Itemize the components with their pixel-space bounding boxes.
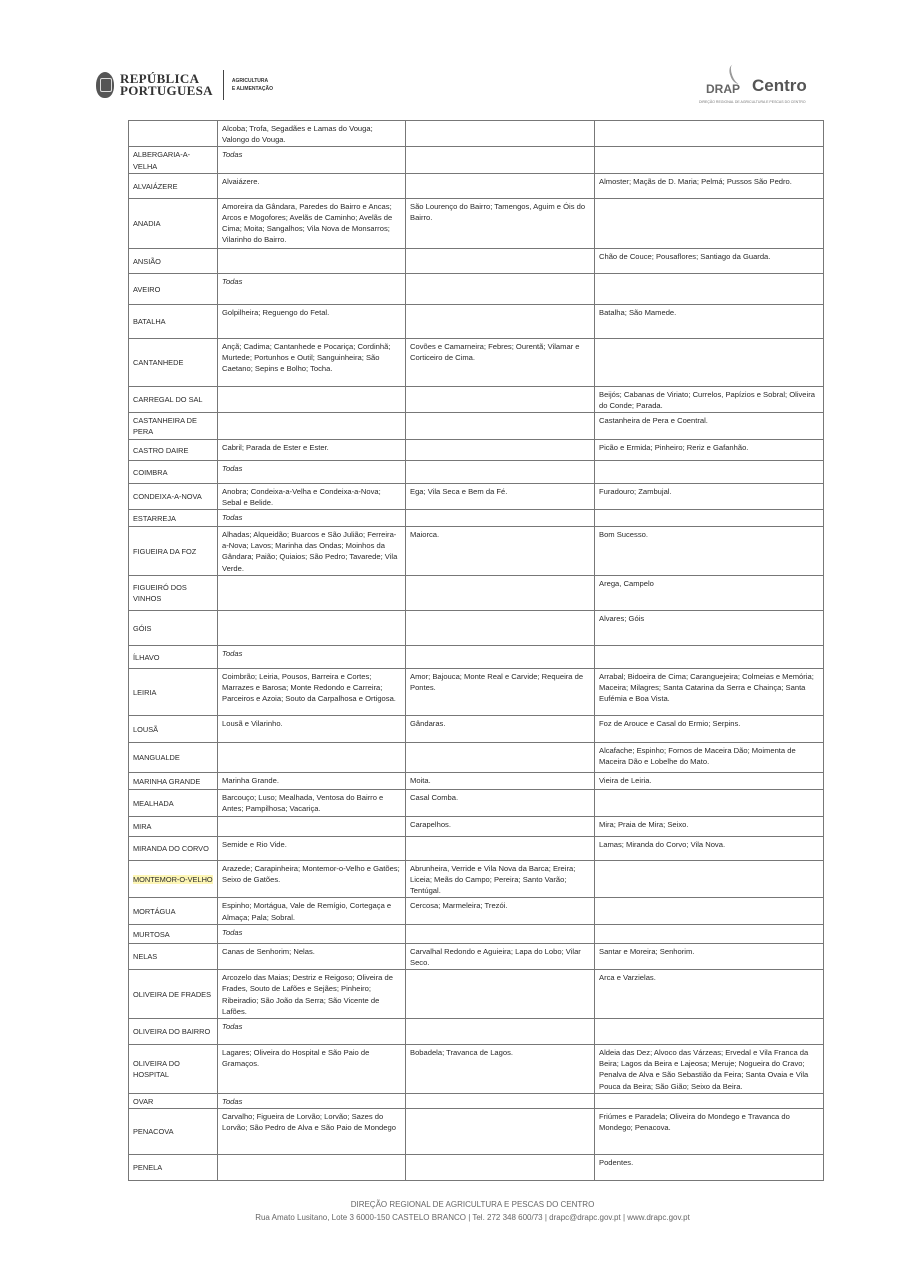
parish-group-2-cell (406, 483, 595, 509)
parish-group-3-cell (595, 943, 824, 969)
parish-group-3-cell (595, 1093, 824, 1108)
parish-group-2-cell (406, 836, 595, 860)
municipality-cell (129, 575, 218, 610)
table-row (129, 338, 824, 386)
municipality-cell-text: MORTÁGUA (133, 907, 176, 917)
parish-group-1-cell (218, 173, 406, 198)
parish-group-1-cell (218, 1155, 406, 1181)
municipality-cell-text: MEALHADA (133, 798, 174, 808)
parish-group-3-cell-text: Aldeia das Dez; Alvoco das Várzeas; Ervedal e Vila Franca da Beira; Lagos da Beira e Lajeosa; Meruje; Nogueira do Cravo; Penalva de Alva e São Sebastião da Feira; Santa Ovaia e Vila Pouca da Beira; São Gião; Seixo da Beira. (599, 1048, 809, 1091)
parish-group-2-cell (406, 386, 595, 412)
parish-group-2-cell (406, 173, 595, 198)
municipality-cell (129, 439, 218, 460)
table-row (129, 898, 824, 924)
parish-group-2-cell (406, 121, 595, 147)
parish-group-2-cell (406, 413, 595, 439)
parish-group-1-cell-text: Todas (222, 276, 243, 286)
parish-group-3-cell (595, 970, 824, 1019)
municipality-cell-text: ANADIA (133, 219, 161, 229)
table-row (129, 248, 824, 273)
parish-group-1-cell (218, 248, 406, 273)
parish-group-2-cell-text: Amor; Bajouca; Monte Real e Carvide; Requeira de Pontes. (410, 671, 584, 693)
drap-centro-logo (694, 62, 826, 112)
parish-group-1-cell-text: Todas (222, 927, 243, 937)
municipality-cell-text: OLIVEIRA DO BAIRRO (133, 1027, 211, 1037)
republica-text (120, 73, 213, 97)
parish-group-2-cell (406, 943, 595, 969)
municipality-cell (129, 668, 218, 715)
municipality-cell-text: CARREGAL DO SAL (133, 395, 203, 405)
parish-group-3-cell (595, 439, 824, 460)
parish-group-1-cell-text: Golpilheira; Reguengo do Fetal. (222, 307, 330, 317)
municipality-cell-text: PENACOVA (133, 1127, 174, 1137)
parish-group-3-cell (595, 898, 824, 924)
municipality-cell-text: OLIVEIRA DE FRADES (133, 990, 212, 1000)
parish-group-1-cell (218, 789, 406, 816)
parish-group-1-cell (218, 816, 406, 836)
municipality-cell (129, 816, 218, 836)
parish-group-3-cell (595, 715, 824, 742)
parish-group-3-cell (595, 860, 824, 898)
municipality-cell-text: CONDEIXA-A-NOVA (133, 492, 202, 502)
municipality-cell-text: LOUSÃ (133, 724, 159, 734)
parish-group-2-cell-text: Abrunheira, Verride e Vila Nova da Barca; Ereira; Liceia; Meãs do Campo; Pereira; Santo Varão; Tentúgal. (410, 863, 576, 896)
municipality-cell (129, 645, 218, 668)
parish-group-2-cell (406, 273, 595, 304)
drap-subtitle: DIREÇÃO REGIONAL DE AGRICULTURA E PESCAS DO CENTRO (699, 100, 806, 104)
municipality-cell (129, 943, 218, 969)
parish-group-1-cell-text: Canas de Senhorim; Nelas. (222, 946, 315, 956)
municipality-cell (129, 338, 218, 386)
municipality-cell (129, 742, 218, 772)
parish-group-1-cell (218, 121, 406, 147)
table-row (129, 715, 824, 742)
municipality-cell (129, 304, 218, 338)
municipality-cell-text: FIGUEIRA DA FOZ (133, 546, 197, 556)
parish-group-2-cell (406, 1093, 595, 1108)
table-row (129, 772, 824, 789)
table-row (129, 1155, 824, 1181)
municipality-cell (129, 789, 218, 816)
parish-group-2-cell (406, 439, 595, 460)
parish-group-2-cell (406, 816, 595, 836)
parish-group-2-cell (406, 510, 595, 527)
parish-group-3-cell (595, 1155, 824, 1181)
parish-group-1-cell (218, 772, 406, 789)
municipality-cell-text: OLIVEIRA DO HOSPITAL (133, 1059, 180, 1080)
page-footer (0, 1198, 905, 1224)
parish-group-1-cell-text: Todas (222, 1022, 243, 1032)
parish-group-3-cell-text: Lamas; Miranda do Corvo; Vila Nova. (599, 839, 726, 849)
parish-group-1-cell-text: Todas (222, 513, 243, 523)
logo-divider (223, 70, 224, 100)
parish-group-3-cell (595, 248, 824, 273)
parish-group-3-cell (595, 816, 824, 836)
municipality-cell-text: BATALHA (133, 317, 166, 327)
parish-group-2-cell (406, 460, 595, 483)
parish-group-3-cell (595, 483, 824, 509)
parish-group-1-cell (218, 715, 406, 742)
table-row (129, 198, 824, 248)
parish-group-1-cell (218, 147, 406, 173)
table-row (129, 527, 824, 576)
parish-group-1-cell-text: Alvaiázere. (222, 176, 260, 186)
parish-group-1-cell-text: Arazede; Carapinheira; Montemor-o-Velho e Gatões; Seixo de Gatões. (222, 863, 400, 885)
parish-group-1-cell (218, 1093, 406, 1108)
parish-group-3-cell-text: Mira; Praia de Mira; Seixo. (599, 819, 689, 829)
table-row (129, 439, 824, 460)
municipality-cell (129, 1019, 218, 1045)
parish-group-2-cell-text: Maiorca. (410, 530, 440, 540)
parish-group-2-cell-text: Ega; Vila Seca e Bem da Fé. (410, 486, 508, 496)
parish-group-2-cell (406, 304, 595, 338)
parish-group-1-cell (218, 836, 406, 860)
parish-group-1-cell (218, 198, 406, 248)
parish-group-3-cell (595, 510, 824, 527)
parish-group-3-cell (595, 610, 824, 645)
parish-table-body (129, 121, 824, 1181)
parish-group-1-cell (218, 898, 406, 924)
municipality-cell (129, 1093, 218, 1108)
table-row (129, 460, 824, 483)
parish-group-1-cell-text: Lagares; Oliveira do Hospital e São Paio de Gramaços. (222, 1048, 370, 1069)
parish-group-2-cell (406, 610, 595, 645)
parish-group-1-cell (218, 483, 406, 509)
republica-portuguesa-logo (96, 70, 273, 100)
municipality-cell-text: GÓIS (133, 623, 152, 633)
parish-group-3-cell-text: Santar e Moreira; Senhorim. (599, 946, 695, 956)
parish-group-2-cell (406, 527, 595, 576)
municipality-cell (129, 510, 218, 527)
parish-group-2-cell (406, 898, 595, 924)
parish-group-1-cell (218, 970, 406, 1019)
parish-group-1-cell-text: Arcozelo das Maias; Destriz e Reigoso; Oliveira de Frades, Souto de Lafões e Sejães; Pinheiro; Ribeiradio; São João da Serra; São Vicente de Lafões. (222, 973, 393, 1016)
ministry-line1: AGRICULTURA (231, 78, 269, 84)
parish-group-2-cell-text: Casal Comba. (410, 792, 459, 802)
coat-of-arms-icon (96, 72, 114, 98)
parish-group-1-cell (218, 668, 406, 715)
parish-group-2-cell (406, 1045, 595, 1094)
parish-group-3-cell (595, 742, 824, 772)
municipality-cell (129, 610, 218, 645)
table-row (129, 1109, 824, 1155)
table-row (129, 645, 824, 668)
parish-group-2-cell (406, 1155, 595, 1181)
parish-group-1-cell-text: Ançã; Cadima; Cantanhede e Pocariça; Cordinhã; Murtede; Portunhos e Outil; Sanguinheira; São Caetano; Sepins e Bolho; Tocha. (222, 341, 391, 374)
parish-group-1-cell (218, 304, 406, 338)
municipality-cell-text: FIGUEIRÓ DOS VINHOS (133, 583, 187, 604)
parish-group-3-cell-text: Arrabal; Bidoeira de Cima; Caranguejeira; Colmeias e Memória; Maceira; Milagres; Santa Catarina da Serra e Chainça; Santa Eufémia e Boa Vista. (599, 671, 814, 704)
parish-group-1-cell-text: Marinha Grande. (222, 775, 279, 785)
municipality-cell (129, 1155, 218, 1181)
municipality-cell-text: MARINHA GRANDE (133, 776, 201, 786)
parish-group-3-cell (595, 121, 824, 147)
municipality-cell-text: CASTRO DAIRE (133, 445, 189, 455)
parish-group-3-cell-text: Alvares; Góis (599, 613, 645, 623)
table-row (129, 943, 824, 969)
parish-group-3-cell (595, 924, 824, 943)
parish-group-2-cell (406, 338, 595, 386)
parish-group-1-cell (218, 1019, 406, 1045)
parish-group-3-cell-text: Podentes. (599, 1158, 634, 1168)
parish-group-3-cell-text: Arca e Varzielas. (599, 973, 656, 983)
parish-group-3-cell-text: Furadouro; Zambujal. (599, 486, 672, 496)
parish-group-2-cell (406, 1109, 595, 1155)
municipality-cell (129, 1045, 218, 1094)
municipality-cell-text: ALBERGARIA-A-VELHA (133, 150, 191, 171)
municipality-cell-text: CANTANHEDE (133, 358, 184, 368)
table-row (129, 816, 824, 836)
table-row (129, 121, 824, 147)
parish-group-3-cell-text: Bom Sucesso. (599, 530, 648, 540)
parish-group-3-cell (595, 173, 824, 198)
parish-group-2-cell-text: Moita. (410, 775, 431, 785)
municipality-cell-text: MONTEMOR-O-VELHO (133, 875, 213, 885)
footer-org-name: DIREÇÃO REGIONAL DE AGRICULTURA E PESCAS DO CENTRO (350, 1200, 595, 1209)
parish-group-3-cell-text: Arega, Campelo (599, 578, 654, 588)
parish-group-1-cell-text: Semide e Rio Vide. (222, 839, 287, 849)
parish-group-3-cell (595, 836, 824, 860)
table-row (129, 413, 824, 439)
parish-group-1-cell-text: Todas (222, 150, 243, 160)
drap-logo-left: DRAP (706, 82, 741, 96)
municipality-cell (129, 924, 218, 943)
parish-group-2-cell (406, 715, 595, 742)
parish-group-3-cell (595, 772, 824, 789)
table-row (129, 147, 824, 173)
parish-group-1-cell (218, 645, 406, 668)
parish-group-1-cell-text: Todas (222, 1096, 243, 1106)
municipality-cell-text: MIRANDA DO CORVO (133, 844, 209, 854)
parish-group-2-cell-text: Covões e Camarneira; Febres; Ourentã; Vilamar e Corticeiro de Cima. (410, 341, 580, 363)
parish-group-2-cell-text: Carvalhal Redondo e Aguieira; Lapa do Lobo; Vilar Seco. (410, 946, 581, 968)
municipality-cell (129, 248, 218, 273)
municipality-cell (129, 970, 218, 1019)
parish-group-2-cell (406, 924, 595, 943)
parish-group-1-cell (218, 1109, 406, 1155)
parish-group-3-cell (595, 575, 824, 610)
parish-group-1-cell-text: Cabril; Parada de Ester e Ester. (222, 442, 329, 452)
table-row (129, 970, 824, 1019)
table-row (129, 742, 824, 772)
parish-group-2-cell (406, 668, 595, 715)
parish-group-1-cell (218, 1045, 406, 1094)
parish-group-1-cell (218, 439, 406, 460)
parish-group-1-cell-text: Todas (222, 648, 243, 658)
municipality-cell-text: MANGUALDE (133, 753, 180, 763)
parish-table (128, 120, 824, 1181)
municipality-cell (129, 386, 218, 412)
parish-group-3-cell (595, 460, 824, 483)
municipality-cell-text: NELAS (133, 952, 158, 962)
parish-group-2-cell-text: Bobadela; Travanca de Lagos. (410, 1048, 514, 1058)
municipality-cell (129, 860, 218, 898)
parish-group-1-cell (218, 273, 406, 304)
parish-group-3-cell (595, 1019, 824, 1045)
municipality-cell (129, 1109, 218, 1155)
parish-group-1-cell-text: Alcoba; Trofa, Segadães e Lamas do Vouga; Valongo do Vouga. (222, 124, 373, 145)
parish-group-2-cell (406, 198, 595, 248)
table-row (129, 575, 824, 610)
municipality-cell (129, 413, 218, 439)
table-row (129, 668, 824, 715)
table-row (129, 510, 824, 527)
parish-group-1-cell-text: Amoreira da Gândara, Paredes do Bairro e Ancas; Arcos e Mogofores; Avelãs de Caminho; Avelãs de Cima; Moita; Sangalhos; Vila Nova de Monsarros; Vilarinho do Bairro. (222, 201, 393, 245)
table-row (129, 789, 824, 816)
municipality-cell (129, 836, 218, 860)
parish-group-2-cell (406, 645, 595, 668)
municipality-cell-text: OVAR (133, 1096, 154, 1106)
parish-group-3-cell-text: Castanheira de Pera e Coentral. (599, 416, 708, 426)
table-row (129, 1045, 824, 1094)
parish-group-2-cell (406, 860, 595, 898)
table-row (129, 836, 824, 860)
parish-group-2-cell-text: São Lourenço do Bairro; Tamengos, Aguim e Óis do Bairro. (410, 201, 586, 223)
table-row (129, 173, 824, 198)
municipality-cell-text: MURTOSA (133, 929, 170, 939)
parish-group-2-cell (406, 1019, 595, 1045)
table-row (129, 273, 824, 304)
parish-group-3-cell (595, 527, 824, 576)
parish-group-2-cell-text: Carapelhos. (410, 819, 451, 829)
parish-group-3-cell (595, 668, 824, 715)
parish-group-1-cell-text: Anobra; Condeixa-a-Velha e Condeixa-a-Nova; Sebal e Belide. (222, 486, 381, 507)
municipality-cell (129, 483, 218, 509)
parish-group-3-cell (595, 273, 824, 304)
table-row (129, 386, 824, 412)
parish-group-1-cell (218, 413, 406, 439)
municipality-cell (129, 898, 218, 924)
parish-group-1-cell (218, 742, 406, 772)
municipality-cell (129, 198, 218, 248)
parish-group-3-cell-text: Vieira de Leiria. (599, 775, 652, 785)
parish-group-1-cell (218, 575, 406, 610)
parish-group-3-cell-text: Friúmes e Paradela; Oliveira do Mondego e Travanca do Mondego; Penacova. (599, 1112, 790, 1133)
municipality-cell (129, 527, 218, 576)
ministry-line2: E ALIMENTAÇÃO (231, 86, 273, 92)
parish-group-1-cell-text: Lousã e Vilarinho. (222, 718, 283, 728)
municipality-cell (129, 460, 218, 483)
parish-group-3-cell (595, 198, 824, 248)
municipality-cell-text: LEIRIA (133, 687, 157, 697)
parish-group-1-cell (218, 510, 406, 527)
parish-group-2-cell (406, 772, 595, 789)
ministry-name (232, 77, 273, 93)
republica-line1: REPÚBLICA (120, 71, 200, 86)
parish-group-1-cell-text: Alhadas; Alqueidão; Buarcos e São Julião; Ferreira-a-Nova; Lavos; Marinha das Ondas; Moinhos da Gândara; Paião; Quiaios; São Pedro; Tavarede; Vila Verde. (222, 530, 398, 573)
parish-group-1-cell-text: Barcouço; Luso; Mealhada, Ventosa do Bairro e Antes; Pampilhosa; Vacariça. (222, 792, 384, 814)
footer-contact: Rua Amato Lusitano, Lote 3 6000-150 CASTELO BRANCO | Tel. 272 348 600/73 | drapc@drapc.gov.pt | www.drapc.gov.pt (255, 1213, 690, 1222)
parish-group-3-cell (595, 338, 824, 386)
municipality-cell-text: ESTARREJA (133, 513, 176, 523)
parish-group-3-cell (595, 413, 824, 439)
parish-group-2-cell (406, 575, 595, 610)
municipality-cell-text: COIMBRA (133, 467, 168, 477)
parish-group-3-cell (595, 304, 824, 338)
parish-group-1-cell-text: Coimbrão; Leiria, Pousos, Barreira e Cortes; Marrazes e Barosa; Monte Redondo e Carreira; Parceiros e Azoia; Souto da Carpalhosa e Ortigosa. (222, 671, 396, 704)
municipality-cell-text: ALVAIÁZERE (133, 181, 178, 191)
parish-group-3-cell-text: Chão de Couce; Pousaflores; Santiago da Guarda. (599, 251, 771, 261)
municipality-cell (129, 772, 218, 789)
municipality-cell-text: CASTANHEIRA DE PERA (133, 416, 197, 437)
parish-group-2-cell (406, 789, 595, 816)
parish-group-1-cell (218, 610, 406, 645)
table-row (129, 483, 824, 509)
parish-group-1-cell (218, 943, 406, 969)
parish-group-3-cell (595, 147, 824, 173)
parish-group-1-cell (218, 460, 406, 483)
parish-group-3-cell (595, 1045, 824, 1094)
parish-group-3-cell (595, 789, 824, 816)
municipality-cell-text: MIRA (133, 822, 152, 832)
parish-group-3-cell-text: Foz de Arouce e Casal do Ermio; Serpins. (599, 718, 741, 728)
parish-group-1-cell (218, 338, 406, 386)
municipality-cell (129, 147, 218, 173)
parish-group-3-cell-text: Batalha; São Mamede. (599, 307, 677, 317)
parish-group-2-cell (406, 742, 595, 772)
municipality-cell (129, 121, 218, 147)
municipality-cell (129, 273, 218, 304)
parish-group-3-cell (595, 386, 824, 412)
table-row (129, 924, 824, 943)
municipality-cell (129, 715, 218, 742)
table-row (129, 860, 824, 898)
parish-group-1-cell (218, 527, 406, 576)
municipality-cell (129, 173, 218, 198)
parish-group-2-cell (406, 970, 595, 1019)
parish-group-3-cell-text: Alcafache; Espinho; Fornos de Maceira Dão; Moimenta de Maceira Dão e Lobelhe do Mato. (599, 745, 796, 767)
parish-group-1-cell (218, 924, 406, 943)
drap-logo-right: Centro (752, 76, 807, 95)
table-row (129, 1019, 824, 1045)
municipality-cell-text: PENELA (133, 1163, 163, 1173)
parish-group-2-cell (406, 248, 595, 273)
parish-group-1-cell-text: Carvalho; Figueira de Lorvão; Lorvão; Sazes do Lorvão; São Pedro de Alva e São Paio de Mondego (222, 1112, 396, 1133)
parish-group-3-cell (595, 1109, 824, 1155)
municipality-cell-text: AVEIRO (133, 284, 161, 294)
parish-group-1-cell-text: Todas (222, 463, 243, 473)
municipality-cell-text: ANSIÃO (133, 256, 161, 266)
parish-group-1-cell-text: Espinho; Mortágua, Vale de Remígio, Cortegaça e Almaça; Pala; Sobral. (222, 901, 392, 922)
parish-group-2-cell (406, 147, 595, 173)
parish-group-1-cell (218, 386, 406, 412)
table-row (129, 1093, 824, 1108)
parish-group-3-cell-text: Picão e Ermida; Pinheiro; Reriz e Gafanhão. (599, 442, 749, 452)
parish-group-2-cell-text: Gândaras. (410, 718, 446, 728)
page-header (96, 62, 826, 112)
parish-group-3-cell-text: Beijós; Cabanas de Viriato; Currelos, Papízios e Sobral; Oliveira do Conde; Parada. (599, 389, 815, 411)
table-row (129, 610, 824, 645)
parish-group-3-cell (595, 645, 824, 668)
parish-group-3-cell-text: Almoster; Maçãs de D. Maria; Pelmá; Pussos São Pedro. (599, 176, 792, 186)
republica-line2: PORTUGUESA (120, 83, 213, 98)
municipality-cell-text: ÍLHAVO (133, 652, 160, 662)
parish-group-1-cell (218, 860, 406, 898)
parish-group-2-cell-text: Cercosa; Marmeleira; Trezói. (410, 901, 508, 911)
table-row (129, 304, 824, 338)
